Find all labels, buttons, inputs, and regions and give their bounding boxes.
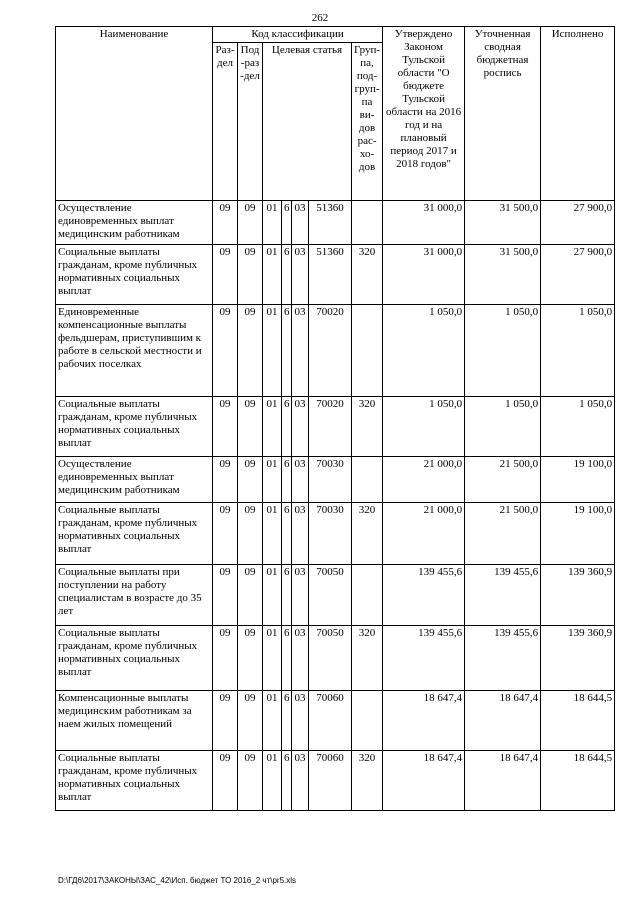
row-subsection: 09 — [238, 397, 263, 457]
row-target-event: 03 — [292, 691, 309, 751]
row-subsection: 09 — [238, 305, 263, 397]
row-subsection: 09 — [238, 626, 263, 691]
row-target-subprogram: 6 — [282, 751, 292, 811]
row-section: 09 — [213, 305, 238, 397]
row-target-program: 01 — [263, 626, 282, 691]
row-revised: 139 455,6 — [465, 626, 541, 691]
header-target-article: Целевая статья — [263, 43, 352, 201]
row-target-direction: 51360 — [309, 201, 352, 245]
row-subsection: 09 — [238, 691, 263, 751]
row-revised: 139 455,6 — [465, 565, 541, 626]
table-row — [56, 565, 615, 626]
row-approved: 139 455,6 — [383, 626, 465, 691]
row-name: Социальные выплаты при поступлении на работу специалистам в возрасте до 35 лет — [56, 565, 213, 626]
row-target-direction: 70050 — [309, 565, 352, 626]
row-revised: 1 050,0 — [465, 305, 541, 397]
row-subsection: 09 — [238, 751, 263, 811]
row-target-subprogram: 6 — [282, 457, 292, 503]
row-target-program: 01 — [263, 503, 282, 565]
row-target-program: 01 — [263, 751, 282, 811]
row-approved: 21 000,0 — [383, 457, 465, 503]
row-target-subprogram: 6 — [282, 201, 292, 245]
row-executed: 18 644,5 — [541, 751, 615, 811]
row-subsection: 09 — [238, 245, 263, 305]
row-section: 09 — [213, 397, 238, 457]
row-target-program: 01 — [263, 565, 282, 626]
row-revised: 18 647,4 — [465, 751, 541, 811]
row-target-direction: 70060 — [309, 691, 352, 751]
row-expense-group — [352, 691, 383, 751]
row-target-program: 01 — [263, 457, 282, 503]
row-target-event: 03 — [292, 397, 309, 457]
row-target-direction: 70060 — [309, 751, 352, 811]
row-target-event: 03 — [292, 626, 309, 691]
table-body — [56, 201, 615, 811]
row-revised: 21 500,0 — [465, 457, 541, 503]
row-target-subprogram: 6 — [282, 691, 292, 751]
row-executed: 18 644,5 — [541, 691, 615, 751]
table-row — [56, 503, 615, 565]
row-target-direction: 70050 — [309, 626, 352, 691]
row-target-event: 03 — [292, 305, 309, 397]
row-name: Компенсационные выплаты медицинским работникам за наем жилых помещений — [56, 691, 213, 751]
header-classification-code: Код классификации — [213, 27, 383, 43]
row-target-event: 03 — [292, 457, 309, 503]
row-executed: 19 100,0 — [541, 503, 615, 565]
row-target-direction: 70020 — [309, 305, 352, 397]
header-expense-group: Груп-па, под-груп-па ви-дов рас-хо-дов — [352, 43, 383, 201]
row-section: 09 — [213, 691, 238, 751]
row-expense-group: 320 — [352, 751, 383, 811]
table-row — [56, 305, 615, 397]
row-approved: 18 647,4 — [383, 691, 465, 751]
row-subsection: 09 — [238, 457, 263, 503]
row-target-direction: 70020 — [309, 397, 352, 457]
row-subsection: 09 — [238, 565, 263, 626]
row-section: 09 — [213, 751, 238, 811]
row-target-event: 03 — [292, 565, 309, 626]
row-section: 09 — [213, 565, 238, 626]
table-row — [56, 397, 615, 457]
row-expense-group: 320 — [352, 397, 383, 457]
table-row — [56, 245, 615, 305]
row-executed: 27 900,0 — [541, 245, 615, 305]
header-subsection: Под-раз-дел — [238, 43, 263, 201]
row-target-subprogram: 6 — [282, 305, 292, 397]
header-section: Раз-дел — [213, 43, 238, 201]
row-executed: 27 900,0 — [541, 201, 615, 245]
row-executed: 139 360,9 — [541, 626, 615, 691]
row-target-event: 03 — [292, 751, 309, 811]
row-approved: 1 050,0 — [383, 397, 465, 457]
row-expense-group: 320 — [352, 626, 383, 691]
row-revised: 31 500,0 — [465, 245, 541, 305]
row-section: 09 — [213, 201, 238, 245]
header-revised: Уточненная сводная бюджетная роспись — [465, 27, 541, 201]
row-target-subprogram: 6 — [282, 245, 292, 305]
row-target-program: 01 — [263, 201, 282, 245]
row-target-program: 01 — [263, 691, 282, 751]
row-section: 09 — [213, 503, 238, 565]
row-executed: 139 360,9 — [541, 565, 615, 626]
row-expense-group — [352, 305, 383, 397]
row-target-direction: 70030 — [309, 457, 352, 503]
row-expense-group — [352, 457, 383, 503]
row-target-event: 03 — [292, 201, 309, 245]
row-target-direction: 70030 — [309, 503, 352, 565]
row-target-subprogram: 6 — [282, 626, 292, 691]
row-name: Социальные выплаты гражданам, кроме публичных нормативных социальных выплат — [56, 503, 213, 565]
row-executed: 1 050,0 — [541, 305, 615, 397]
row-section: 09 — [213, 457, 238, 503]
row-expense-group: 320 — [352, 503, 383, 565]
row-revised: 1 050,0 — [465, 397, 541, 457]
table-row — [56, 201, 615, 245]
budget-table — [55, 26, 615, 811]
row-name: Социальные выплаты гражданам, кроме публичных нормативных социальных выплат — [56, 397, 213, 457]
header-approved: Утверждено Законом Тульской области "О бюджете Тульской области на 2016 год и на плановый период 2017 и 2018 годов" — [383, 27, 465, 201]
table-row — [56, 457, 615, 503]
row-expense-group — [352, 565, 383, 626]
table-row — [56, 626, 615, 691]
row-name: Осуществление единовременных выплат медицинским работникам — [56, 201, 213, 245]
row-target-event: 03 — [292, 245, 309, 305]
row-target-program: 01 — [263, 397, 282, 457]
row-section: 09 — [213, 245, 238, 305]
row-executed: 1 050,0 — [541, 397, 615, 457]
row-revised: 21 500,0 — [465, 503, 541, 565]
row-executed: 19 100,0 — [541, 457, 615, 503]
row-target-subprogram: 6 — [282, 565, 292, 626]
row-revised: 31 500,0 — [465, 201, 541, 245]
row-subsection: 09 — [238, 503, 263, 565]
row-subsection: 09 — [238, 201, 263, 245]
row-target-subprogram: 6 — [282, 397, 292, 457]
row-approved: 139 455,6 — [383, 565, 465, 626]
row-approved: 1 050,0 — [383, 305, 465, 397]
row-name: Единовременные компенсационные выплаты фельдшерам, приступившим к работе в сельской местности и рабочих поселках — [56, 305, 213, 397]
header-name: Наименование — [56, 27, 213, 201]
table-row — [56, 751, 615, 811]
row-section: 09 — [213, 626, 238, 691]
row-approved: 18 647,4 — [383, 751, 465, 811]
row-target-event: 03 — [292, 503, 309, 565]
row-target-direction: 51360 — [309, 245, 352, 305]
row-approved: 31 000,0 — [383, 201, 465, 245]
row-revised: 18 647,4 — [465, 691, 541, 751]
table-row — [56, 691, 615, 751]
row-target-subprogram: 6 — [282, 503, 292, 565]
row-name: Социальные выплаты гражданам, кроме публичных нормативных социальных выплат — [56, 626, 213, 691]
header-executed: Исполнено — [541, 27, 615, 201]
page-number: 262 — [311, 12, 329, 24]
row-approved: 21 000,0 — [383, 503, 465, 565]
row-target-program: 01 — [263, 305, 282, 397]
row-name: Осуществление единовременных выплат медицинским работникам — [56, 457, 213, 503]
file-path-footer: D:\ГД6\2017\ЗАКОНЫ\ЗАС_42\Исп. бюджет ТО 2016_2 чт\pr5.xls — [58, 876, 297, 885]
row-name: Социальные выплаты гражданам, кроме публичных нормативных социальных выплат — [56, 245, 213, 305]
row-approved: 31 000,0 — [383, 245, 465, 305]
row-expense-group: 320 — [352, 245, 383, 305]
row-target-program: 01 — [263, 245, 282, 305]
row-expense-group — [352, 201, 383, 245]
row-name: Социальные выплаты гражданам, кроме публичных нормативных социальных выплат — [56, 751, 213, 811]
